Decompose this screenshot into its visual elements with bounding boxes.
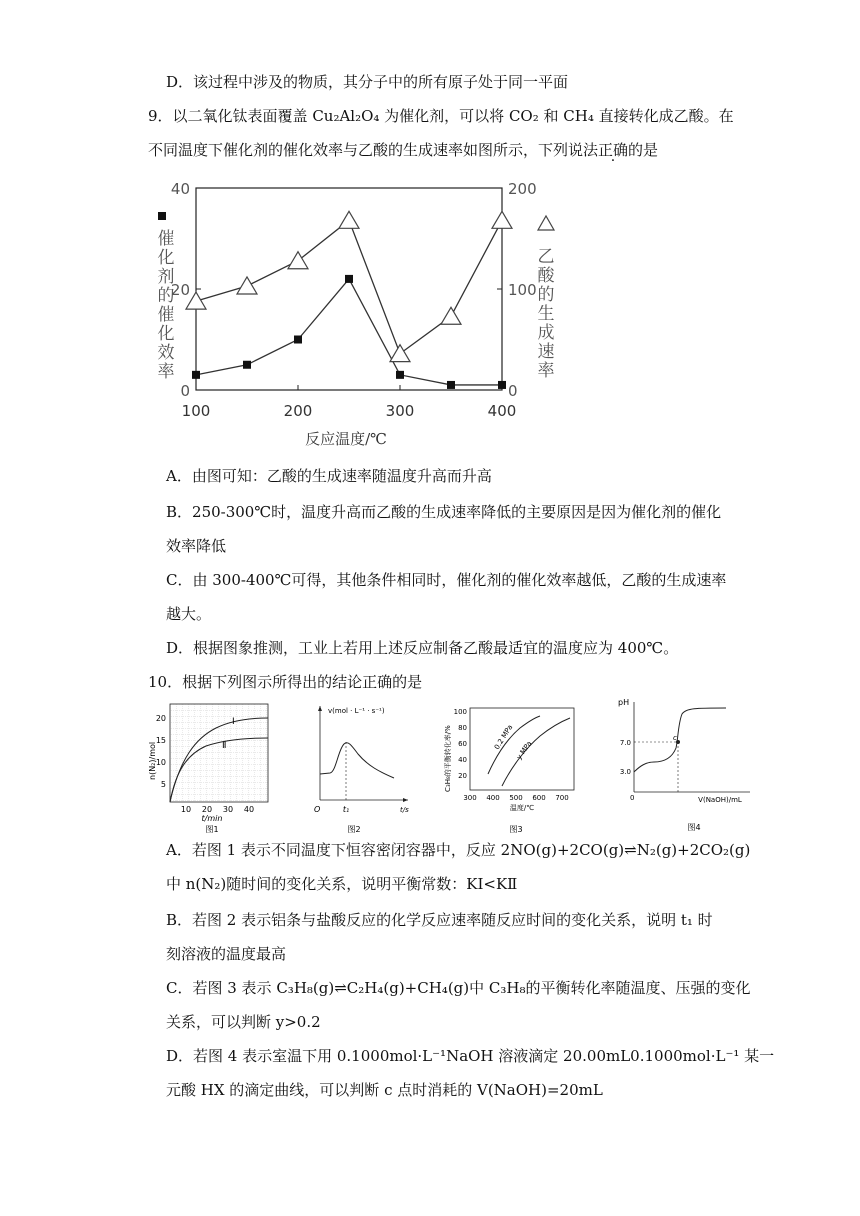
fig3-xtick: 300	[463, 794, 477, 802]
q9-emphasis-word: 正确	[598, 141, 629, 159]
acetic-acid-rate-point	[390, 345, 410, 362]
vertical-label-char: 效	[157, 343, 175, 363]
fig1-xtick: 20	[201, 805, 213, 814]
vertical-label-char: 化	[157, 324, 175, 344]
fig1-xtick: 30	[222, 805, 234, 814]
fig3-caption: 图3	[509, 825, 523, 834]
vertical-label-char: 率	[537, 361, 555, 381]
catalyst-efficiency-point	[447, 381, 455, 389]
vertical-label-char: 催	[157, 305, 175, 325]
acetic-acid-rate-point	[288, 252, 308, 269]
fig1-label-i: Ⅰ	[232, 717, 235, 727]
vertical-label-char: 成	[537, 323, 555, 343]
q10-stem: 10．根据下列图示所得出的结论正确的是	[148, 673, 423, 691]
fig3-ytick: 100	[453, 708, 467, 716]
fig1-ytick: 5	[160, 780, 166, 789]
fig2-xlabel: t/s	[400, 806, 409, 814]
q9-option-c-line2: 越大。	[166, 605, 212, 623]
acetic-acid-rate-point	[441, 307, 461, 324]
fig1-ytick: 20	[155, 714, 166, 723]
q10-option-d-line2: 元酸 HX 的滴定曲线，可以判断 c 点时消耗的 V(NaOH)=20mL	[166, 1081, 603, 1099]
q10-option-b-line1: B．若图 2 表示铝条与盐酸反应的化学反应速率随反应时间的变化关系，说明 t₁ 时	[166, 911, 713, 929]
catalyst-efficiency-point	[345, 275, 353, 283]
fig1-xtick: 40	[243, 805, 255, 814]
fig4-ylabel: pH	[618, 698, 630, 707]
catalyst-efficiency-point	[192, 371, 200, 379]
fig2-rate-curve	[320, 743, 394, 778]
fig4-point-c-label: c	[673, 734, 677, 742]
q9-option-a: A．由图可知：乙酸的生成速率随温度升高而升高	[166, 467, 492, 485]
q10-option-d-line1: D．若图 4 表示室温下用 0.1000mol·L⁻¹NaOH 溶液滴定 20.00mL0.1000mol·L⁻¹ 某一	[166, 1047, 775, 1065]
right-tick-label: 0	[508, 382, 518, 400]
q10-figure-4	[616, 696, 756, 834]
fig3-ylabel: C₃H₈的平衡转化率/%	[444, 725, 452, 792]
vertical-label-char: 速	[537, 342, 555, 362]
fig2-arrow-icon	[318, 706, 408, 802]
acetic-acid-rate-point	[492, 211, 512, 228]
vertical-label-char: 的	[537, 285, 555, 305]
fig2-origin: O	[314, 805, 321, 814]
right-tick-label: 200	[508, 180, 537, 198]
x-tick-label: 200	[283, 402, 313, 420]
q10-figure-1	[146, 698, 276, 834]
vertical-label-char: 化	[157, 248, 175, 268]
fig4-origin: 0	[630, 794, 635, 802]
fig4-ytick: 3.0	[619, 768, 631, 776]
catalyst-efficiency-line	[196, 279, 502, 385]
fig2-caption: 图2	[347, 825, 361, 834]
q9-stem-line1: 9．以二氧化钛表面覆盖 Cu₂Al₂O₄ 为催化剂，可以将 CO₂ 和 CH₄ 直接转化成乙酸。在	[148, 107, 734, 125]
fig3-xtick: 400	[486, 794, 500, 802]
q8-option-d: D．该过程中涉及的物质，其分子中的所有原子处于同一平面	[166, 73, 569, 91]
fig3-curve1-label: 0.2 MPa	[492, 723, 515, 752]
fig1-ytick: 10	[155, 758, 166, 767]
fig4-titration-curve	[634, 708, 726, 772]
q9-stem-line2	[148, 140, 658, 160]
fig3-ytick: 40	[458, 756, 467, 764]
vertical-label-char: 剂	[157, 267, 175, 287]
vertical-label-char: 的	[157, 286, 175, 306]
q9-series-group	[186, 211, 512, 389]
vertical-label-char: 率	[157, 362, 175, 382]
q10-option-b-line2: 刻溶液的温度最高	[166, 945, 287, 963]
fig3-ytick: 20	[458, 772, 467, 780]
fig3-curve2-label: y MPa	[515, 739, 534, 762]
catalyst-efficiency-point	[396, 371, 404, 379]
q10-figure-2	[308, 700, 412, 834]
q9-option-d: D．根据图象推测，工业上若用上述反应制备乙酸最适宜的温度应为 400℃。	[166, 639, 679, 657]
fig1-ylabel: n(N₂)/mol	[148, 741, 157, 780]
q9-option-c-line1: C．由 300-400℃可得，其他条件相同时，催化剂的催化效率越低，乙酸的生成速率	[166, 571, 727, 589]
fig3-xtick: 500	[509, 794, 523, 802]
q10-option-c-line1: C．若图 3 表示 C₃H₈(g)⇌C₂H₄(g)+CH₄(g)中 C₃H₈的平衡转化率随温度、压强的变化	[166, 979, 751, 997]
right-axis-vertical-label	[538, 247, 556, 381]
x-axis-label: 反应温度/℃	[305, 430, 387, 448]
fig1-xlabel: t/min	[201, 814, 223, 823]
fig3-xlabel: 温度/℃	[509, 804, 535, 812]
vertical-label-char: 乙	[537, 247, 555, 267]
x-tick-label: 300	[385, 402, 415, 420]
vertical-label-char: 酸	[537, 266, 555, 286]
fig4-caption: 图4	[687, 823, 701, 832]
q9-option-b-line2: 效率降低	[166, 537, 227, 555]
fig3-ytick: 60	[458, 740, 467, 748]
right-tick-label: 100	[508, 281, 537, 299]
left-legend-square-icon	[158, 212, 166, 220]
fig1-ytick: 15	[155, 736, 166, 745]
catalyst-efficiency-point	[294, 336, 302, 344]
left-axis-vertical-label	[158, 229, 175, 382]
q9-dual-axis-chart	[150, 176, 570, 456]
q9-option-b-line1: B．250-300℃时，温度升高而乙酸的生成速率降低的主要原因是因为催化剂的催化	[166, 503, 722, 521]
fig3-xtick: 600	[532, 794, 546, 802]
fig3-xtick: 700	[555, 794, 569, 802]
fig1-caption: 图1	[205, 825, 219, 834]
acetic-acid-rate-point	[339, 211, 359, 228]
q9-stem-line2-post: 的是	[628, 141, 659, 159]
fig1-xtick: 10	[180, 805, 192, 814]
catalyst-efficiency-point	[243, 361, 251, 369]
vertical-label-char: 催	[157, 229, 175, 249]
x-tick-label: 100	[181, 402, 211, 420]
x-tick-label: 400	[487, 402, 517, 420]
left-tick-label: 20	[170, 281, 190, 299]
fig4-xlabel: V(NaOH)/mL	[698, 796, 742, 804]
fig2-ylabel: v(mol · L⁻¹ · s⁻¹)	[328, 707, 385, 715]
q9-stem-line2-pre: 不同温度下催化剂的催化效率与乙酸的生成速率如图所示，下列说法	[148, 141, 599, 159]
right-legend-triangle-icon	[538, 216, 554, 230]
q10-option-a-line1: A．若图 1 表示不同温度下恒容密闭容器中，反应 2NO(g)+2CO(g)⇌N₂(g)+2CO₂(g)	[166, 841, 751, 859]
fig1-label-ii: Ⅱ	[222, 741, 227, 751]
catalyst-efficiency-point	[498, 381, 506, 389]
fig4-ytick: 7.0	[619, 739, 631, 747]
left-tick-label: 40	[170, 180, 190, 198]
q10-option-a-line2: 中 n(N₂)随时间的变化关系，说明平衡常数：KⅠ<KⅡ	[166, 875, 518, 893]
vertical-label-char: 生	[537, 304, 555, 324]
q10-figure-3	[436, 700, 580, 834]
acetic-acid-rate-point	[237, 277, 257, 294]
fig2-t1: t₁	[342, 805, 350, 814]
q10-option-c-line2: 关系，可以判断 y>0.2	[166, 1013, 321, 1031]
fig3-ytick: 80	[458, 724, 467, 732]
left-tick-label: 0	[180, 382, 190, 400]
